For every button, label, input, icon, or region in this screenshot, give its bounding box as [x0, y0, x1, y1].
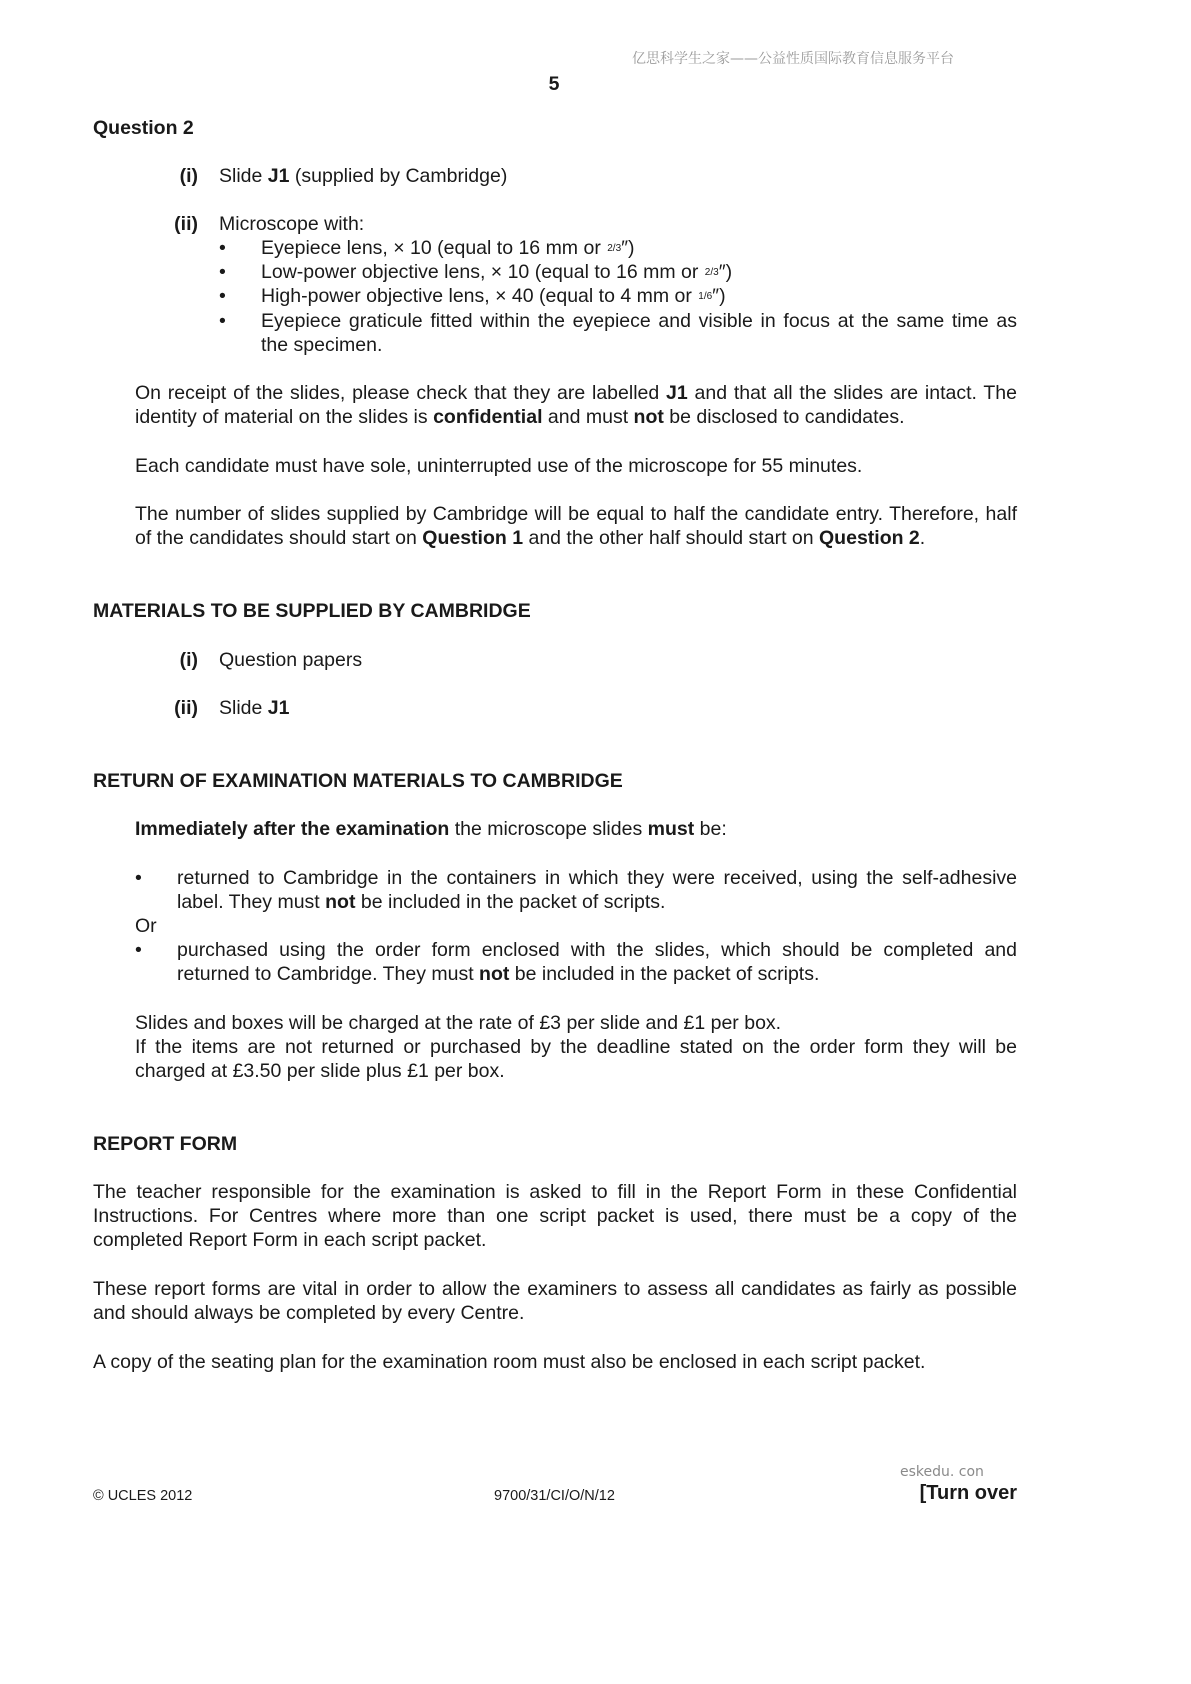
materials-item-ii-text: Slide J1 — [219, 697, 290, 719]
return-option-2: purchased using the order form enclosed with the slides, which should be completed and returned to Cambridge. They must not be included in the packet of scripts. — [177, 939, 1017, 985]
return-option-1: returned to Cambridge in the containers in which they were received, using the self-adhesive label. They must not be included in the packet of scripts. — [177, 867, 1017, 913]
slides-check-paragraph: On receipt of the slides, please check that they are labelled J1 and that all the slides are intact. The identity of material on the slides is confidential and must not be disclosed to candidates. — [135, 382, 1017, 428]
report-paragraph-2: These report forms are vital in order to allow the examiners to assess all candidates as fairly as possible and should always be completed by every Centre. — [93, 1278, 1017, 1324]
charges-line-1: Slides and boxes will be charged at the rate of £3 per slide and £1 per box. — [135, 1012, 782, 1034]
high-power-lens-item: High-power objective lens, × 40 (equal to 4 mm or 1/6″) — [261, 285, 726, 307]
microscope-lead: Microscope with: — [219, 213, 365, 235]
materials-item-i-label: (i) — [179, 649, 198, 671]
return-intro: Immediately after the examination the microscope slides must be: — [135, 818, 727, 840]
report-form-heading: REPORT FORM — [93, 1133, 238, 1155]
site-watermark: eskedu. con — [900, 1464, 984, 1480]
question-2-heading: Question 2 — [93, 117, 194, 139]
graticule-item-line2: the specimen. — [261, 334, 383, 356]
watermark-text: 亿思科学生之家——公益性质国际教育信息服务平台 — [632, 51, 954, 67]
materials-heading: MATERIALS TO BE SUPPLIED BY CAMBRIDGE — [93, 600, 531, 622]
return-heading: RETURN OF EXAMINATION MATERIALS TO CAMBRIDGE — [93, 770, 623, 792]
slides-number-paragraph: The number of slides supplied by Cambridge will be equal to half the candidate entry. Therefore, half of the candidates should start on Question 1 and the other half should start on Question 2. — [135, 503, 1017, 549]
copyright: © UCLES 2012 — [93, 1488, 193, 1504]
report-paragraph-3: A copy of the seating plan for the examination room must also be enclosed in each script packet. — [93, 1351, 926, 1373]
page-number: 5 — [548, 73, 560, 95]
item-i-text: Slide J1 (supplied by Cambridge) — [219, 165, 508, 187]
bullet-icon: • — [219, 261, 226, 283]
graticule-item-line1: Eyepiece graticule fitted within the eyepiece and visible in focus at the same time as — [261, 310, 1017, 332]
bullet-icon: • — [219, 285, 226, 307]
or-text: Or — [135, 915, 157, 937]
eyepiece-lens-item: Eyepiece lens, × 10 (equal to 16 mm or 2/3″) — [261, 237, 635, 259]
bullet-icon: • — [135, 939, 142, 961]
bullet-icon: • — [135, 867, 142, 889]
turn-over: [Turn over — [919, 1482, 1017, 1504]
microscope-use-paragraph: Each candidate must have sole, uninterrupted use of the microscope for 55 minutes. — [135, 455, 863, 477]
report-paragraph-1: The teacher responsible for the examination is asked to fill in the Report Form in these Confidential Instructions. For Centres where more than one script packet is used, there must be a copy of the completed Report Form in each script packet. — [93, 1181, 1017, 1251]
exam-code: 9700/31/CI/O/N/12 — [494, 1488, 615, 1504]
bullet-icon: • — [219, 237, 226, 259]
bullet-icon: • — [219, 310, 226, 332]
item-i-label: (i) — [179, 165, 198, 187]
materials-item-ii-label: (ii) — [174, 697, 198, 719]
materials-item-i-text: Question papers — [219, 649, 363, 671]
low-power-lens-item: Low-power objective lens, × 10 (equal to 16 mm or 2/3″) — [261, 261, 733, 283]
charges-line-2: If the items are not returned or purchased by the deadline stated on the order form they will be charged at £3.50 per slide plus £1 per box. — [135, 1036, 1017, 1082]
item-ii-label: (ii) — [174, 213, 198, 235]
